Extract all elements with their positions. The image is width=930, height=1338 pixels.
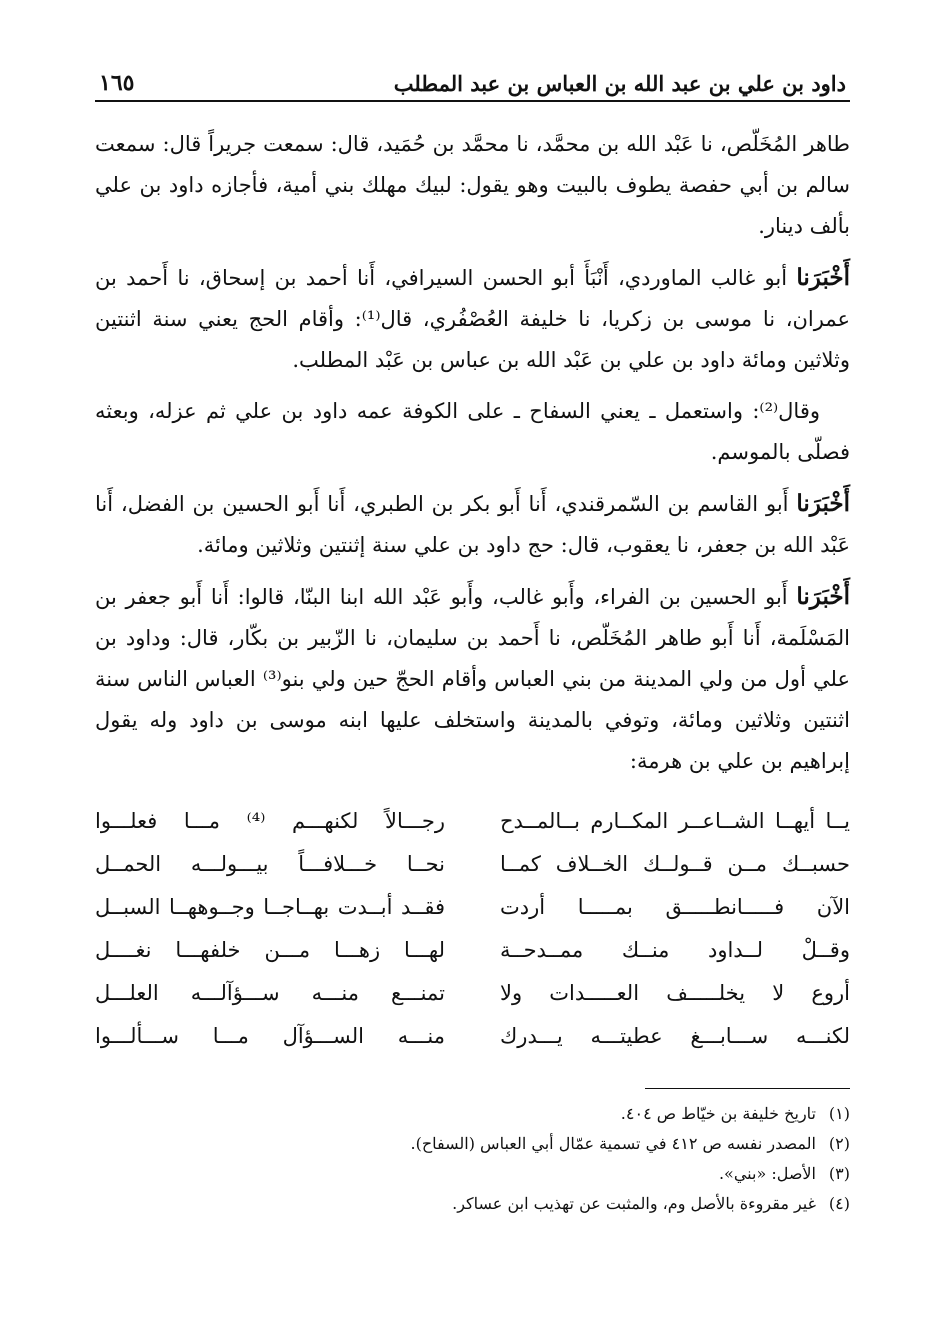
paragraph bbox=[95, 576, 850, 782]
paragraph bbox=[95, 257, 850, 381]
body-text bbox=[95, 124, 850, 782]
paragraph bbox=[95, 483, 850, 566]
paragraph-text: أبو غالب الماوردي، أَنْبَأَ أبو الحسن السيرافي، أَنا أحمد بن إسحاق، نا أَحمد بن عمران، نا موسى بن زكريا، نا خليفة العُصْفُري، قال⁽¹⁾: وأقام الحج يعني سنة اثنتين وثلاثين ومائة داود بن علي بن عَبْد الله بن عباس بن عَبْد المطلب. bbox=[95, 266, 850, 372]
verse-first-hemistich: حسبــك مــن قــولــك الخــلاف كمــا bbox=[500, 852, 850, 876]
footnote-number: (٤) bbox=[828, 1194, 850, 1213]
page-number: ١٦٥ bbox=[99, 70, 135, 96]
book-page bbox=[95, 60, 850, 1310]
footnotes bbox=[95, 1099, 850, 1219]
verse-second-hemistich: لهـــا زهـــا مـــن خلفهـــا نغــــل bbox=[95, 938, 445, 962]
verse-second-hemistich: منـــه الســـؤآل مـــا ســـألـــوا bbox=[95, 1024, 445, 1048]
paragraph-text: طاهر المُخَلّص، نا عَبْد الله بن محمَّد، نا محمَّد بن حُمَيد، قال: سمعت جريراً قال: سمعت سالم بن أبي حفصة يطوف بالبيت وهو يقول: لبيك مهلك بني أمية، فأجازه داود بن علي بألف دينار. bbox=[95, 132, 851, 238]
akhbarana-keyword: أَخْبَرَنا bbox=[796, 490, 850, 517]
verse-first-hemistich: يــا أيهــا الشــاعــر المكــارم بــالمــدح bbox=[500, 809, 850, 833]
running-title: داود بن علي بن عبد الله بن العباس بن عبد المطلب bbox=[393, 71, 846, 96]
footnote-text: غير مقروءة بالأصل وم، والمثبت عن تهذيب ابن عساكر. bbox=[452, 1194, 816, 1213]
akhbarana-keyword: أَخْبَرَنا bbox=[796, 583, 850, 610]
footnote-divider bbox=[645, 1088, 850, 1089]
footnote-text: الأصل: «بني». bbox=[718, 1164, 816, 1183]
verse-first-hemistich: الآن فـــــانطـــــق بمـــــا أردت bbox=[500, 895, 850, 919]
verse-first-hemistich: لكنـــه ســـابـــغ عطيتـــه يـــدرك bbox=[500, 1024, 850, 1048]
paragraph bbox=[95, 391, 850, 473]
paragraph-text: وقال⁽²⁾: واستعمل ـ يعني السفاح ـ على الكوفة عمه داود بن علي ثم عزله، وبعثه فصلّى بالموسم. bbox=[95, 399, 850, 464]
akhbarana-keyword: أَخْبَرَنا bbox=[796, 264, 850, 291]
footnote bbox=[95, 1159, 850, 1189]
footnote bbox=[95, 1129, 850, 1159]
verse-first-hemistich: أروع لا يخلـــــف العـــــدات ولا bbox=[500, 981, 850, 1005]
paragraph-text: أَبو الحسين بن الفراء، وأَبو غالب، وأَبو عَبْد الله ابنا البنّا، قالوا: أَنا أَبو جعفر بن المَسْلَمة، أَنا أَبو طاهر المُخَلّص، نا أَحمد بن سليمان، نا الزّبير بن بكّار، قال: وداود بن علي أول من ولي المدينة من بني العباس وأقام الحجّ حين ولي بنو⁽³⁾ العباس الناس سنة اثنتين وثلاثين ومائة، وتوفي بالمدينة واستخلف عليها ابنه موسى بن داود وله يقول إبراهيم بن علي بن هرمة: bbox=[95, 585, 850, 773]
page-header bbox=[95, 60, 850, 102]
footnote-number: (١) bbox=[828, 1104, 850, 1123]
paragraph-text: أَبو القاسم بن السّمرقندي، أَنا أَبو بكر بن الطبري، أَنا أَبو الحسين بن الفضل، أَنا عَبْد الله بن جعفر، نا يعقوب، قال: حج داود بن علي سنة إثنتين وثلاثين ومائة. bbox=[95, 492, 850, 557]
footnote-number: (٣) bbox=[828, 1164, 850, 1183]
footnote bbox=[95, 1189, 850, 1219]
paragraph bbox=[95, 124, 850, 247]
verse-second-hemistich: فقــد أبــدت بهــاجــا وجــوههــا السبــل bbox=[95, 895, 445, 919]
footnote bbox=[95, 1099, 850, 1129]
footnote-number: (٢) bbox=[828, 1134, 850, 1153]
verse-first-hemistich: وقــلْ لــداود منــك ممــدحــة bbox=[500, 938, 850, 962]
verse-second-hemistich: رجـــالاً لكنهـــم ⁽⁴⁾ مـــا فعلـــوا bbox=[95, 809, 445, 833]
verse-second-hemistich: نحــا خـــلافـــاً بيـــولـــه الحمــل bbox=[95, 852, 445, 876]
verse-second-hemistich: تمنـــع منـــه ســـؤآلـــه العلـــل bbox=[95, 981, 445, 1005]
footnote-text: المصدر نفسه ص ٤١٢ في تسمية عمّال أبي العباس (السفاح). bbox=[410, 1134, 816, 1153]
footnote-text: تاريخ خليفة بن خيّاط ص ٤٠٤. bbox=[620, 1104, 816, 1123]
poem bbox=[95, 800, 850, 1058]
